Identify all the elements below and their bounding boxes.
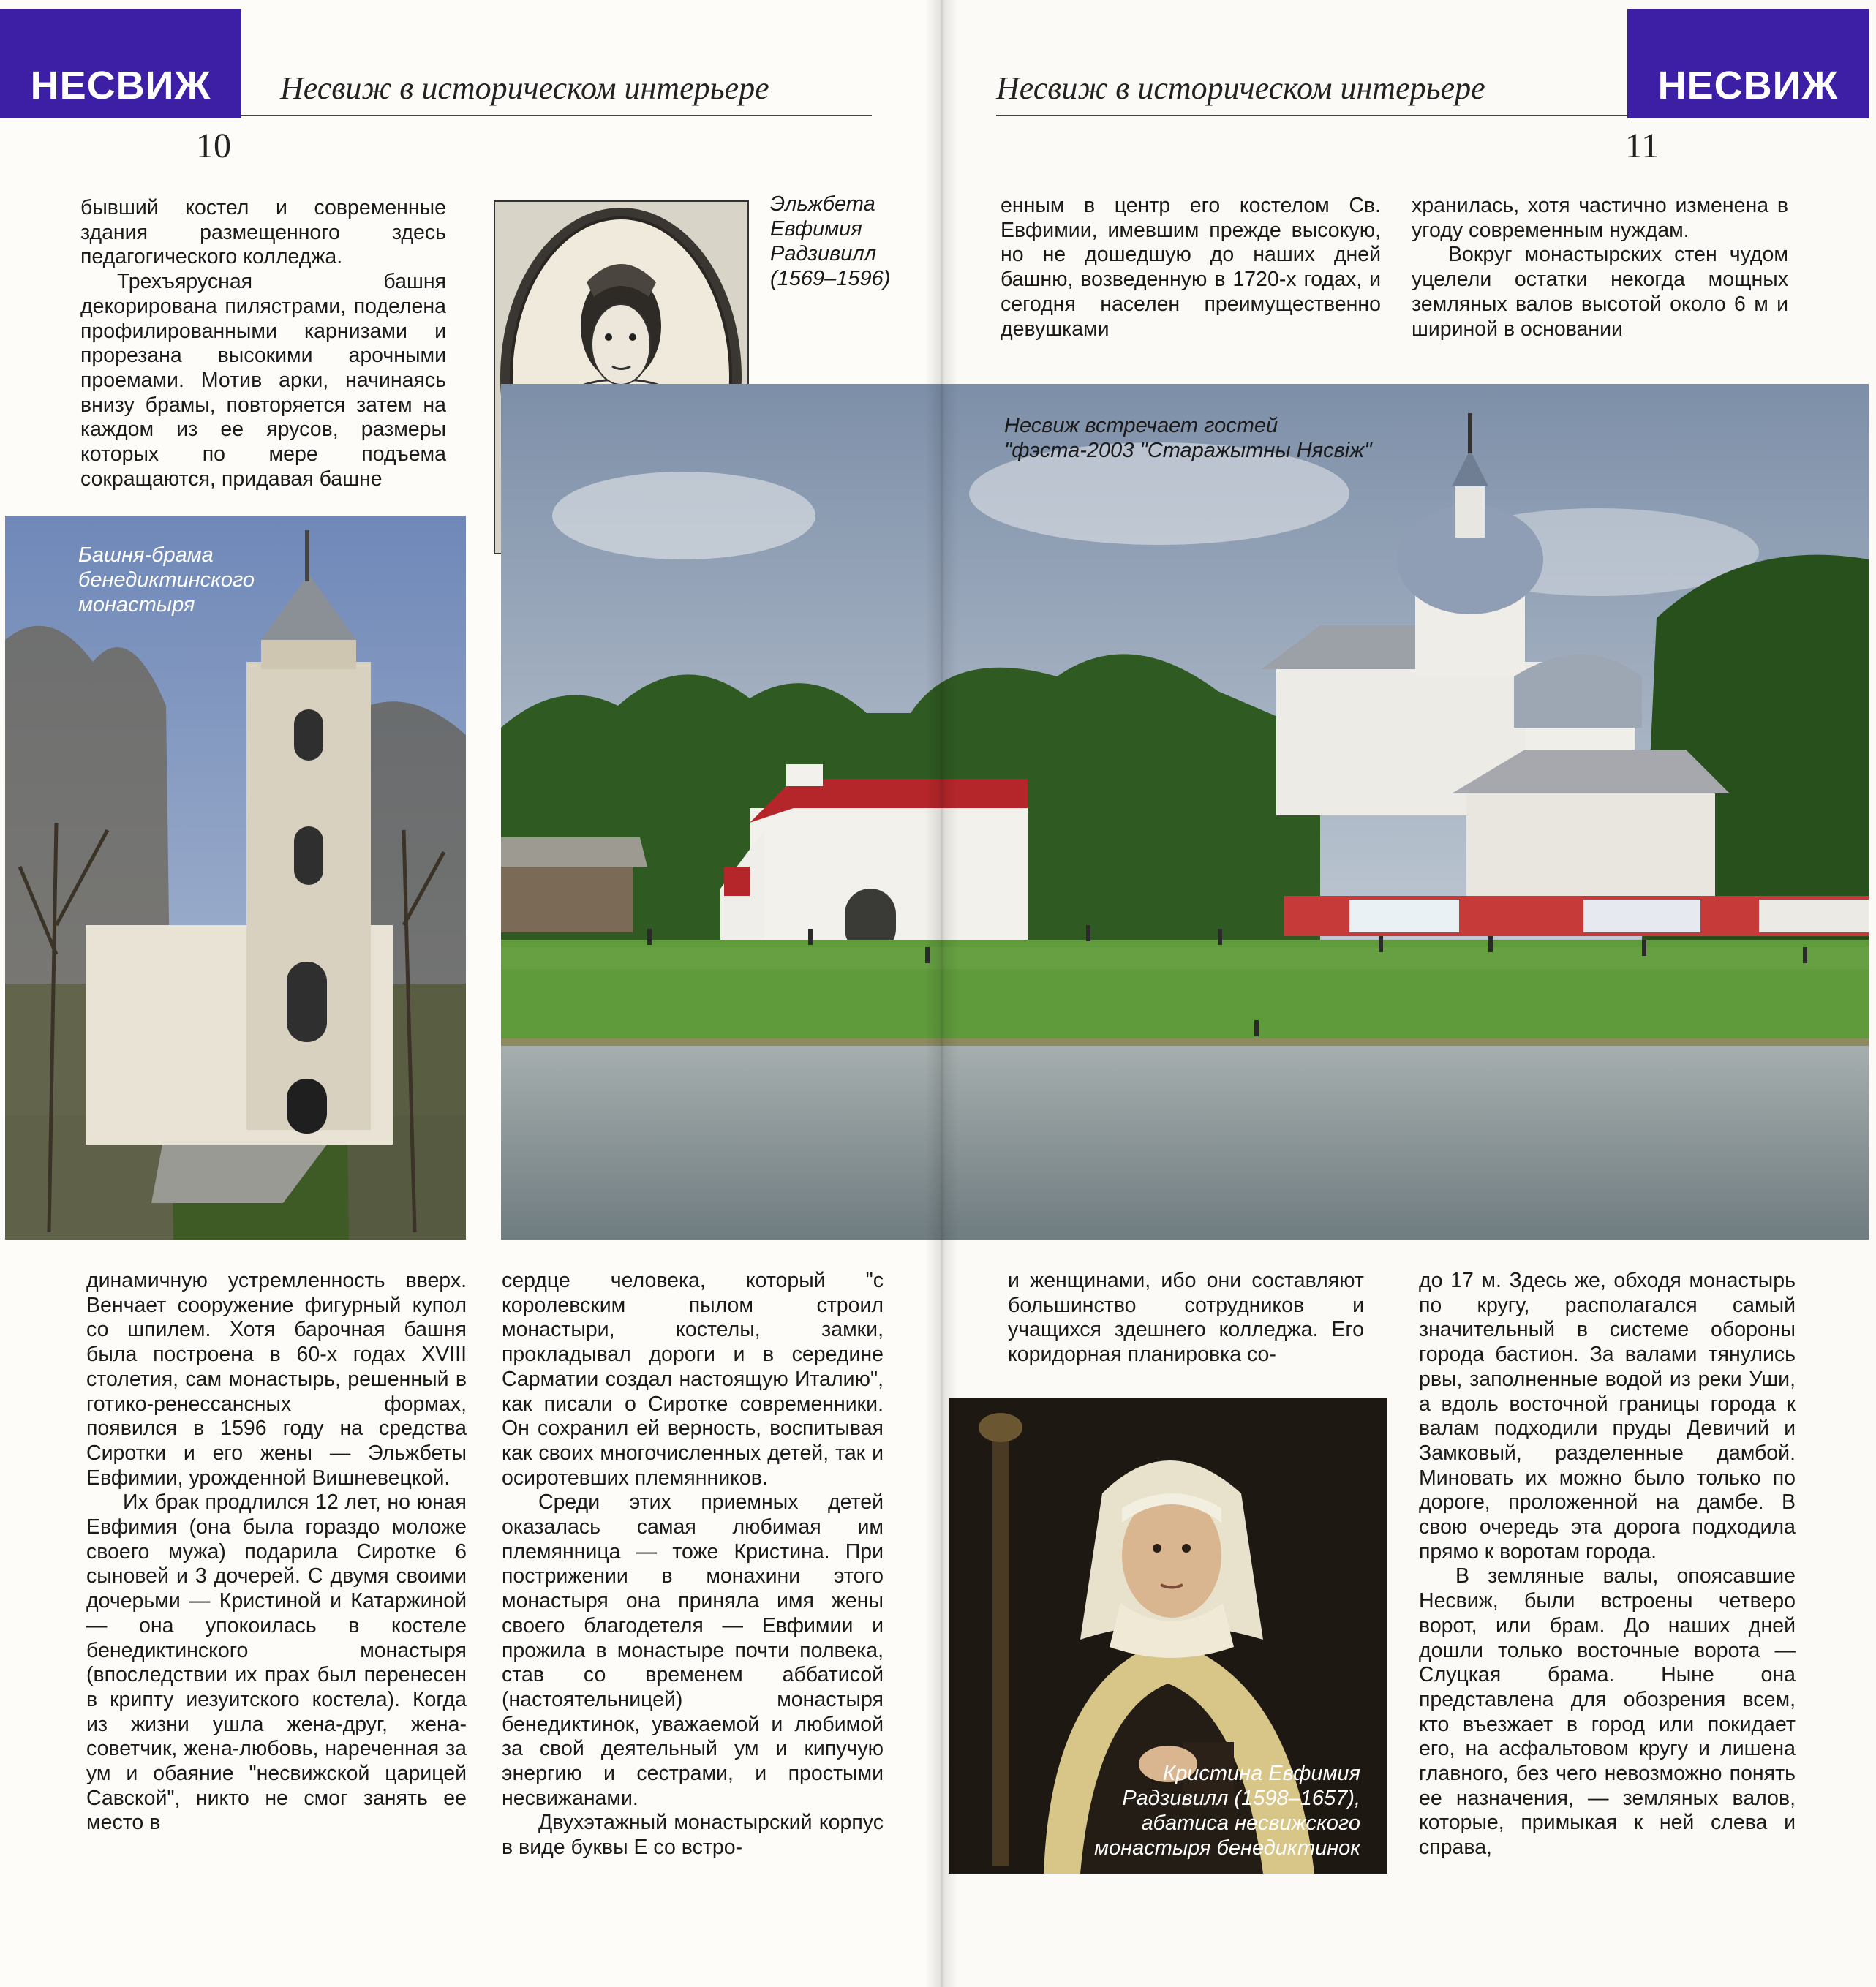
photo-nesvizh-panorama: [501, 384, 1869, 1240]
paragraph: сердце человека, который "с королевским пылом строил монастыри, костелы, замки, прокладывал дороги и в середине Сарматии создал настоящую Италию", как писали о Сиротке современники. Он сохранил ей верность, воспитывая как своих многочисленных детей, так и осиротевших племянников.: [502, 1269, 884, 1490]
text-column-right-bottom-b: [1419, 1269, 1796, 1860]
caption-elzbieta: [770, 192, 890, 291]
paragraph: динамичную устремленность вверх. Венчает сооружение фигурный купол со шпилем. Хотя барочная башня была построена в 60-х годах XVIII столетия, сам монастырь, решенный в готико-ренессансных формах, появился в 1596 году на средства Сиротки и его жены — Эльжбеты Евфимии, урожденной Вишневецкой.: [86, 1269, 467, 1490]
caption-guests: [1004, 413, 1372, 463]
paragraph: Среди этих приемных детей оказалась самая любимая им племянница — тоже Кристина. При пострижении в монахини этого монастыря она приняла имя жены своего благодетеля — Евфимии и прожила в монастыре почти полвека, став со временем аббатисой (настоятельницей) монастыря бенедиктинок, уважаемой и любимой за свой деятельный ум и кипучую энергию и сестрами, и простыми несвижанами.: [502, 1490, 884, 1810]
text-column-right-top-a: [1001, 194, 1381, 342]
caption-line: Несвиж встречает гостей: [1004, 414, 1278, 437]
paragraph: Двухэтажный монастырский корпус в виде буквы Е со встро-: [502, 1811, 884, 1860]
paragraph: Их брак продлился 12 лет, но юная Евфимия (она была гораздо моложе своего мужа) подарила Сиротке 6 сыновей и 3 дочерей. С двумя своими дочерьми — Кристиной и Катаржиной — она упокоилась в костеле бенедиктинского монастыря (впоследствии их прах был перенесен в крипту иезуитского костела). Когда из жизни ушла жена-друг, жена-советчик, жена-любовь, нареченная за ум и обаяние "несвижской царицей Савской", никто не смог занять ее место в: [86, 1490, 467, 1835]
paragraph: енным в центр его костелом Св. Евфимии, имевшим прежде высокую, но не дошедшую до наших дней башню, возведенную в 1720-х годах, и сегодня населен преимущественно девушками: [1001, 194, 1381, 341]
caption-line: Евфимия: [770, 217, 862, 241]
paragraph: и женщинами, ибо они составляют большинство сотрудников и учащихся здешнего колледжа. Его коридорная планировка со-: [1008, 1269, 1364, 1367]
page-number-left: 10: [196, 127, 231, 165]
photo-benedictine-tower: [5, 516, 466, 1240]
header-rule-right: [996, 115, 1627, 116]
caption-kristina: [954, 1761, 1360, 1860]
paragraph: Вокруг монастырских стен чудом уцелели остатки некогда мощных земляных валов высотой около 6 м и шириной в основании: [1412, 243, 1788, 341]
caption-line: Кристина Евфимия: [1163, 1762, 1360, 1785]
paragraph: хранилась, хотя частично изменена в угоду современным нуждам.: [1412, 194, 1788, 242]
spine-gutter: [925, 0, 958, 1987]
text-column-left-top: [80, 196, 446, 491]
caption-line: Башня-брама: [78, 543, 214, 567]
caption-line: монастыря бенедиктинок: [1094, 1836, 1360, 1860]
caption-line: монастыря: [78, 593, 195, 617]
caption-line: Радзивилл (1598–1657),: [1122, 1787, 1360, 1810]
paragraph: до 17 м. Здесь же, обходя монастырь по кругу, располагался самый значительный в системе обороны города бастион. За валами тянулись рвы, заполненные водой из реки Уши, а вдоль восточной границы города к валам подходили пруды Девичий и Замковый, разделенные дамбой. Миновать их можно было только по дороге, проложенной на дамбе. В свою очередь эта дорога подходила прямо к воротам города.: [1419, 1269, 1796, 1564]
paragraph: бывший костел и современные здания размещенного здесь педагогического колледжа.: [80, 196, 446, 269]
brand-logo-right: НЕСВИЖ: [1627, 9, 1869, 118]
page-number-right: 11: [1625, 127, 1660, 165]
text-column-right-top-b: [1412, 194, 1788, 342]
brand-logo-left: НЕСВИЖ: [0, 9, 241, 118]
caption-line: абатиса несвижского: [1141, 1811, 1360, 1835]
caption-line: Радзивилл: [770, 242, 877, 265]
running-title-right: Несвиж в историческом интерьере: [996, 70, 1485, 106]
text-column-left-bottom: [86, 1269, 467, 1836]
caption-line: бенедиктинского: [78, 568, 255, 592]
caption-line: (1569–1596): [770, 267, 891, 290]
caption-tower: [78, 543, 255, 617]
paragraph: Трехъярусная башня декорирована пилястрами, поделена профилированными карнизами и прорезана высокими арочными проемами. Мотив арки, начинаясь внизу брамы, повторяется затем на каждом из ее ярусов, размеры которых по мере подъема сокращаются, придавая башне: [80, 270, 446, 491]
caption-line: Эльжбета: [770, 192, 875, 216]
text-column-center-bottom: [502, 1269, 884, 1860]
header-rule-left: [241, 115, 872, 116]
text-column-right-bottom-a: [1008, 1269, 1364, 1368]
running-title-left: Несвиж в историческом интерьере: [280, 70, 769, 106]
caption-line: "фэста-2003 "Старажытны Нясвіж": [1004, 439, 1372, 462]
paragraph: В земляные валы, опоясавшие Несвиж, были встроены четверо ворот, или брам. До наших дней дошли только восточные ворота — Слуцкая брама. Ныне она представлена для обозрения всем, кто въезжает в город или покидает его, на асфальтовом кругу и лишена главного, без чего невозможно понять ее назначения, — земляных валов, которые, примыкая к ней слева и справа,: [1419, 1564, 1796, 1860]
